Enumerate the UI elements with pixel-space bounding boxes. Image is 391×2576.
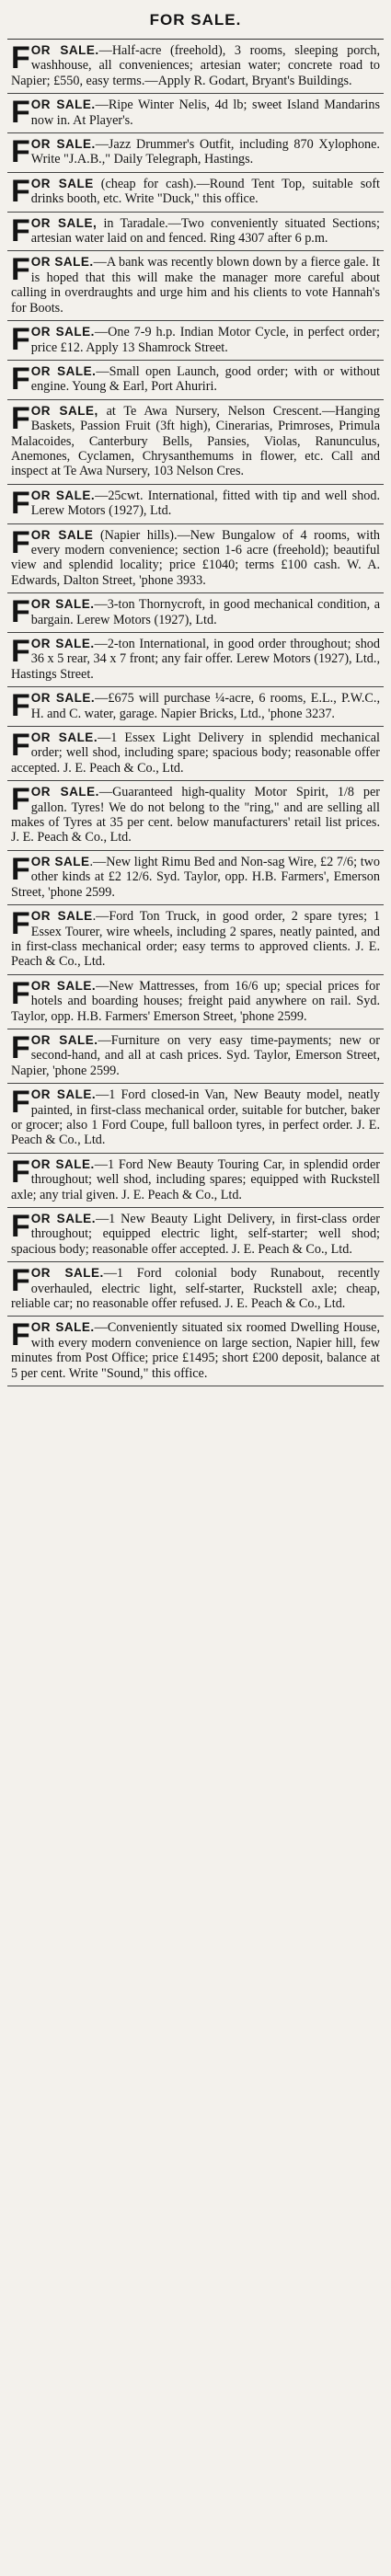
ad-lead: OR SALE. — [30, 43, 99, 57]
ad-lead: OR SALE — [30, 909, 93, 924]
classified-ad — [7, 1084, 384, 1154]
classified-ad — [7, 40, 384, 94]
ad-initial: F — [11, 361, 30, 397]
ad-initial: F — [11, 1029, 30, 1065]
ad-initial: F — [11, 40, 30, 75]
ad-text: —2-ton International, in good order throughout; shod 36 x 5 rear, 34 x 7 front; any fair offer. Lerew Motors (1927), Ltd., Hastings Street. — [11, 637, 380, 682]
ad-text: —25cwt. International, fitted with tip and well shod. Lerew Motors (1927), Ltd. — [30, 488, 380, 519]
ad-text: —Guaranteed high-quality Motor Spirit, 1/8 per gallon. Tyres! We do not belong to the "ring," and are selling all makes of Tyres at 35 per cent. below manufacturers' retail list prices. J. E. Peach & Co., Ltd. — [11, 785, 380, 845]
classified-ad — [7, 1208, 384, 1262]
ad-lead: OR SALE. — [30, 488, 96, 502]
ad-text: —1 Essex Light Delivery in splendid mechanical order; well shod, including spare; spacious body; reasonable offer accepted. J. E. Peach & Co., Ltd. — [11, 730, 380, 776]
ad-initial: F — [11, 173, 30, 209]
ad-initial: F — [11, 485, 30, 521]
classified-ad — [7, 593, 384, 633]
ad-initial: F — [11, 1263, 30, 1299]
ad-lead: OR SALE. — [30, 98, 96, 112]
ad-text: —One 7-9 h.p. Indian Motor Cycle, in perfect order; price £12. Apply 13 Shamrock Street. — [30, 325, 380, 355]
ad-text: —A bank was recently blown down by a fierce gale. It is hoped that this will make the manager more careful about calling in overdraughts and urge him and his clients to vote Hannah's for Boots. — [11, 255, 380, 316]
ad-initial: F — [11, 95, 30, 131]
classified-ad — [7, 727, 384, 781]
ad-lead: OR SALE — [30, 176, 94, 190]
ad-text: —£675 will purchase ¼-acre, 6 rooms, E.L., P.W.C., H. and C. water, garage. Napier Bricks, Ltd., 'phone 3237. — [30, 691, 380, 721]
ad-text: —Conveniently situated six roomed Dwelling House, with every modern convenience on large section, Napier hill, few minutes from Post Office; price £1495; short £200 deposit, balance at 5 per cent. Write "Sound," this office. — [11, 1320, 380, 1381]
classified-ad — [7, 687, 384, 727]
ad-initial: F — [11, 400, 30, 436]
ad-text: —Small open Launch, good order; with or without engine. Young & Earl, Port Ahuriri. — [30, 363, 380, 395]
ad-lead: OR SALE — [30, 854, 90, 868]
ad-text: —3-ton Thornycroft, in good mechanical condition, a bargain. Lerew Motors (1927), Ltd. — [30, 597, 380, 627]
classified-ad — [7, 94, 384, 133]
ad-lead: OR SALE. — [30, 785, 99, 799]
ad-text: (cheap for cash).—Round Tent Top, suitable soft drinks booth, etc. Write "Duck," this office. — [30, 176, 380, 207]
ad-initial: F — [11, 524, 30, 560]
ad-initial: F — [11, 975, 30, 1011]
classified-ad — [7, 400, 384, 485]
ad-text: —1 Ford New Beauty Touring Car, in splendid order throughout; well shod, including spares; equipped with Ruckstell axle; any trial given. J. E. Peach & Co., Ltd. — [11, 1156, 380, 1202]
ad-lead: OR SALE. — [30, 597, 95, 612]
classified-ad — [7, 975, 384, 1029]
classified-ad — [7, 524, 384, 594]
column-heading: FOR SALE. — [7, 6, 384, 40]
ad-lead: OR SALE. — [30, 1087, 97, 1102]
classified-ad — [7, 251, 384, 321]
ad-lead: OR SALE. — [30, 978, 97, 993]
ad-initial: F — [11, 252, 30, 288]
classified-ad — [7, 1029, 384, 1084]
ad-initial: F — [11, 728, 30, 764]
ad-text: in Taradale.—Two conveniently situated Sections; artesian water laid on and fenced. Ring 4307 after 6 p.m. — [30, 215, 380, 247]
ad-text: —1 Ford colonial body Runabout, recently overhauled, electric light, self-starter, Ruckstell axle; cheap, reliable car; no reasonable offer refused. J. E. Peach & Co., Ltd. — [11, 1266, 380, 1312]
ad-initial: F — [11, 634, 30, 669]
ad-lead: OR SALE. — [30, 325, 95, 339]
ad-lead: OR SALE. — [30, 1032, 98, 1047]
classified-ad — [7, 1317, 384, 1386]
classified-ad — [7, 1154, 384, 1208]
ad-initial: F — [11, 782, 30, 818]
ad-text: .—Ford Ton Truck, in good order, 2 spare tyres; 1 Essex Tourer, wire wheels, including 2 spares, neatly painted, and in first-class mechanical order; easy terms to approved clients. J. E. Peach & Co., Ltd. — [11, 909, 380, 970]
ad-initial: F — [11, 594, 30, 630]
classified-ad — [7, 321, 384, 361]
ad-text: —1 New Beauty Light Delivery, in first-class order throughout; equipped electric light, self-starter; well shod; spacious body; reasonable offer accepted. J. E. Peach & Co., Ltd. — [11, 1212, 380, 1257]
ad-lead: OR SALE — [30, 527, 94, 542]
ad-text: —Furniture on very easy time-payments; new or second-hand, and all at cash prices. Syd. Taylor, Emerson Street, Napier, 'phone 2599. — [11, 1032, 380, 1078]
classified-ad — [7, 485, 384, 524]
ad-initial: F — [11, 322, 30, 358]
ad-lead: OR SALE, — [30, 403, 98, 418]
ad-text: —1 Ford closed-in Van, New Beauty model, neatly painted, in first-class mechanical order, suitable for butcher, baker or grocer; also 1 Ford Coupe, full balloon tyres, in perfect order. J. E. Peach & Co., Ltd. — [11, 1087, 380, 1148]
ad-initial: F — [11, 1209, 30, 1244]
classified-ad — [7, 905, 384, 975]
ad-lead: OR SALE. — [30, 730, 98, 745]
ad-text: .—New light Rimu Bed and Non-sag Wire, £2 7/6; two other kinds at £2 12/6. Syd. Taylor, opp. H.B. Farmers', Emerson Street, 'phone 2599. — [11, 854, 381, 900]
ad-lead: OR SALE. — [30, 255, 94, 270]
classified-ad — [7, 781, 384, 851]
ad-lead: OR SALE. — [30, 1212, 96, 1225]
ad-lead: OR SALE. — [30, 637, 95, 650]
classified-ad — [7, 133, 384, 173]
ad-lead: OR SALE. — [30, 363, 97, 378]
ad-initial: F — [11, 851, 30, 887]
ad-lead: OR SALE. — [30, 1266, 104, 1281]
ad-initial: F — [11, 906, 30, 942]
classified-ad — [7, 213, 384, 252]
ad-initial: F — [11, 1317, 30, 1353]
classified-ad — [7, 633, 384, 687]
ad-initial: F — [11, 134, 30, 170]
ad-text: —Ripe Winter Nelis, 4d lb; sweet Island Mandarins now in. At Player's. — [30, 98, 380, 128]
ad-initial: F — [11, 1085, 30, 1121]
ad-text: (Napier hills).—New Bungalow of 4 rooms, with every modern convenience; section 1-6 acre (freehold); beautiful view and splendid locality; price £1040; terms £100 cash. W. A. Edwards, Dalton Street, 'phone 3933. — [11, 527, 380, 588]
ad-initial: F — [11, 1154, 30, 1190]
ad-lead: OR SALE. — [30, 1320, 95, 1335]
ad-initial: F — [11, 213, 30, 248]
classified-ad — [7, 173, 384, 213]
ad-lead: OR SALE. — [30, 1156, 95, 1171]
ad-lead: OR SALE. — [30, 691, 96, 706]
ad-lead: OR SALE. — [30, 137, 96, 152]
classified-ad — [7, 851, 384, 905]
ad-text: —Jazz Drummer's Outfit, including 870 Xylophone. Write "J.A.B.," Daily Telegraph, Hastings. — [30, 137, 380, 167]
ad-lead: OR SALE, — [30, 215, 98, 230]
ad-text: at Te Awa Nursery, Nelson Crescent.—Hanging Baskets, Passion Fruit (3ft high), Cinerarias, Primroses, Primula Malacoides, Canterbury Bells, Pansies, Violas, Ranunculus, Anemones, Cyclamen, Chrysanthemums in flower, etc. Call and inspect at Te Awa Nursery, 103 Nelson Cres. — [11, 403, 380, 479]
ad-text: —Half-acre (freehold), 3 rooms, sleeping porch, washhouse, all conveniences; artesian water; concrete road to Napier; £550, easy terms.—Apply R. Godart, Bryant's Buildings. — [11, 43, 380, 88]
ad-initial: F — [11, 688, 30, 724]
classified-ad — [7, 1262, 384, 1317]
classified-ad — [7, 361, 384, 400]
ad-list — [7, 40, 384, 1386]
ad-text: —New Mattresses, from 16/6 up; special prices for hotels and boarding houses; freight paid anywhere on rail. Syd. Taylor, opp. H.B. Farmers' Emerson Street, 'phone 2599. — [11, 978, 380, 1024]
